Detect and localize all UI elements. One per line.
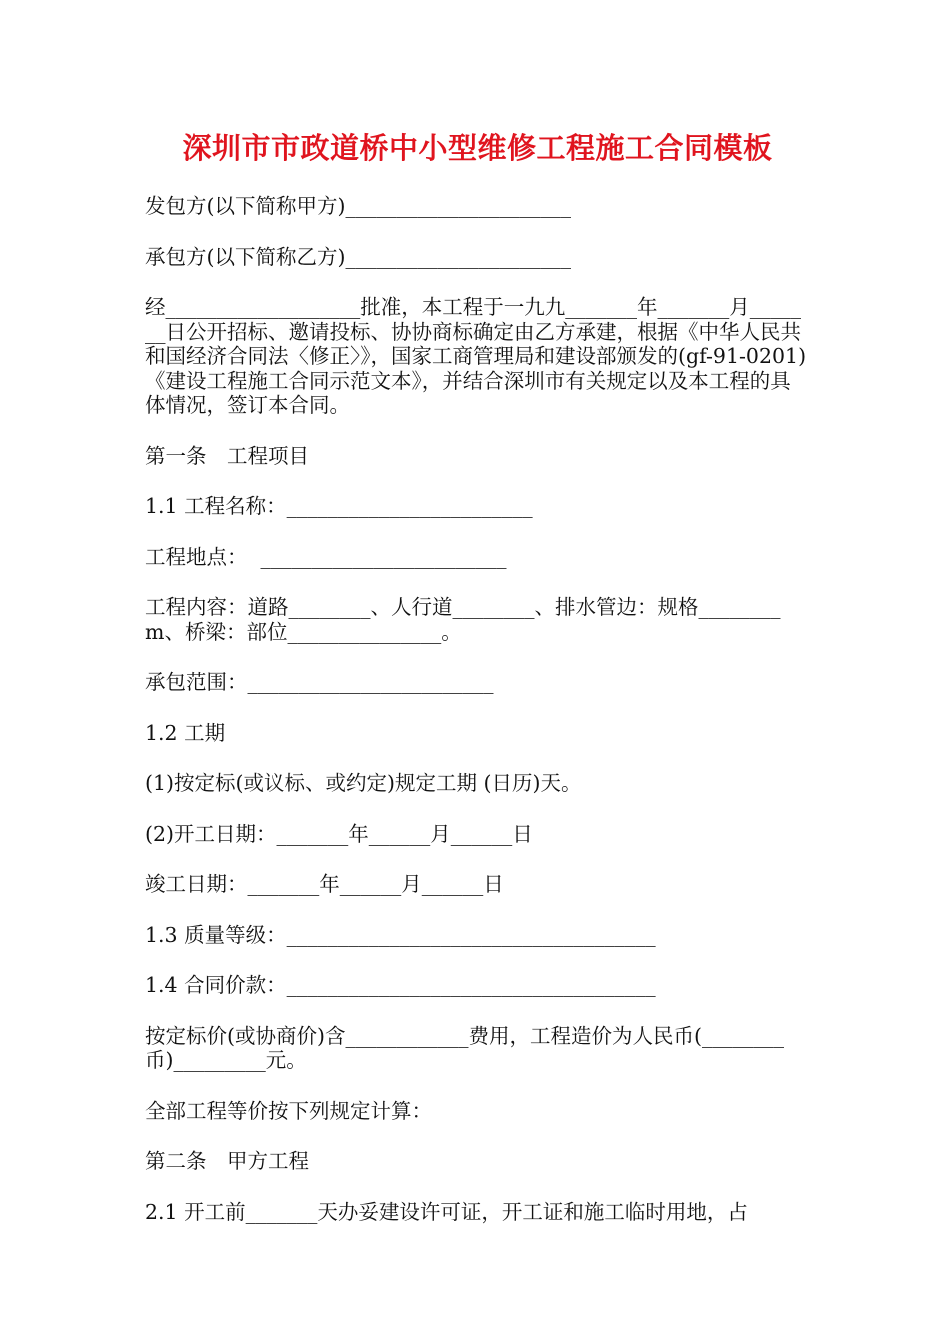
paragraph-completion-date: 竣工日期：_______年______月______日 xyxy=(145,872,504,896)
paragraph-party-b: 承包方(以下简称乙方)______________________ xyxy=(145,244,571,269)
paragraph-2-1: 2.1 开工前_______天办妥建设许可证，开工证和施工临时用地，占 xyxy=(145,1199,748,1224)
paragraph-schedule-days: (1)按定标(或议标、或约定)规定工期 (日历)天。 xyxy=(145,771,582,795)
paragraph-approval: 经___________________批准，本工程于一九九_______年_______月_______日公开招标、邀请投标、协协商标确定由乙方承建，根据《中华人民共和国经济合同法〈修正〉》，国家工商管理局和建设部颁发的(gf-91-0201)《建设工程施工合同示范文本》，并结合深圳市有关规定以及本工程的具体情况，签订本合同。 xyxy=(145,295,807,417)
paragraph-project-location: 工程地点： ________________________ xyxy=(145,544,507,569)
paragraph-contract-price: 1.4 合同价款：____________________________________ xyxy=(145,973,656,997)
paragraph-price-rules: 全部工程等价按下列规定计算： xyxy=(145,1098,432,1123)
paragraph-party-a: 发包方(以下简称甲方)______________________ xyxy=(145,194,571,218)
paragraph-project-content: 工程内容：道路________、人行道________、排水管边：规格________m、桥梁：部位_______________。 xyxy=(145,595,781,644)
paragraph-schedule-heading: 1.2 工期 xyxy=(145,720,226,745)
article-1-heading: 第一条 工程项目 xyxy=(145,443,309,468)
paragraph-quality-grade: 1.3 质量等级：____________________________________ xyxy=(145,922,656,947)
paragraph-start-date: (2)开工日期：_______年______月______日 xyxy=(145,821,533,846)
paragraph-project-name: 1.1 工程名称：________________________ xyxy=(145,494,533,518)
article-2-heading: 第二条 甲方工程 xyxy=(145,1149,309,1173)
paragraph-price-detail: 按定标价(或协商价)含____________费用，工程造价为人民币(________币)_________元。 xyxy=(145,1023,784,1072)
paragraph-contract-scope: 承包范围：________________________ xyxy=(145,670,494,694)
document-title: 深圳市市政道桥中小型维修工程施工合同模板 xyxy=(182,131,773,165)
